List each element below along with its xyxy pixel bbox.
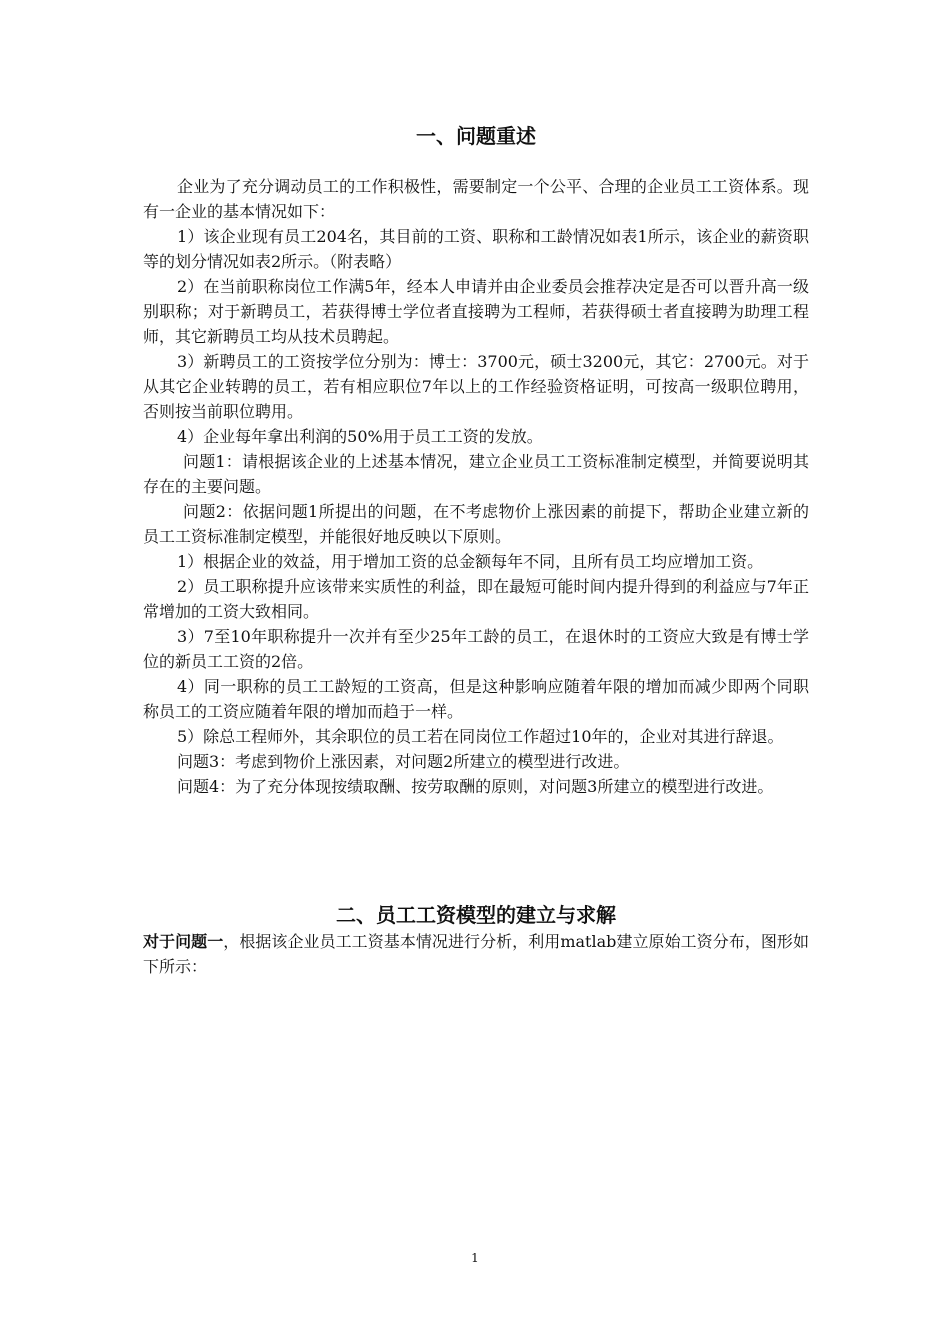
- page-content: [143, 120, 809, 979]
- paragraph-principle-5: 5）除总工程师外，其余职位的员工若在同岗位工作超过10年的，企业对其进行辞退。: [177, 727, 784, 746]
- paragraph-intro: 企业为了充分调动员工的工作积极性，需要制定一个公平、合理的企业员工工资体系。现有一企业的基本情况如下：: [143, 177, 809, 221]
- paragraph-model-intro: [143, 929, 809, 979]
- paragraph-condition-3: 3）新聘员工的工资按学位分别为：博士：3700元，硕士3200元，其它：2700元。对于从其它企业转聘的员工，若有相应职位7年以上的工作经验资格证明，可按高一级职位聘用，否则按当前职位聘用。: [143, 352, 809, 421]
- paragraph-question-2: 问题2：依据问题1所提出的问题，在不考虑物价上涨因素的前提下，帮助企业建立新的员工工资标准制定模型，并能很好地反映以下原则。: [143, 502, 809, 546]
- paragraph-principle-2: 2）员工职称提升应该带来实质性的利益，即在最短可能时间内提升得到的利益应与7年正常增加的工资大致相同。: [143, 577, 809, 621]
- model-intro-text: ，根据该企业员工工资基本情况进行分析，利用matlab建立原始工资分布，图形如下所示：: [143, 932, 809, 976]
- page-number: 1: [471, 1251, 479, 1265]
- section-title-model: 二、员工工资模型的建立与求解: [336, 903, 616, 927]
- question-1-lead: 对于问题一: [143, 932, 224, 951]
- paragraph-question-1: 问题1：请根据该企业的上述基本情况，建立企业员工工资标准制定模型，并简要说明其存在的主要问题。: [143, 452, 809, 496]
- paragraph-condition-2: 2）在当前职称岗位工作满5年，经本人申请并由企业委员会推荐决定是否可以晋升高一级别职称；对于新聘员工，若获得博士学位者直接聘为工程师，若获得硕士者直接聘为助理工程师，其它新聘员工均从技术员聘起。: [143, 277, 809, 346]
- paragraph-principle-4: 4）同一职称的员工工龄短的工资高，但是这种影响应随着年限的增加而减少即两个同职称员工的工资应随着年限的增加而趋于一样。: [143, 677, 809, 721]
- paragraph-question-3: 问题3：考虑到物价上涨因素，对问题2所建立的模型进行改进。: [177, 752, 630, 771]
- section-spacer: [143, 799, 809, 901]
- paragraph-question-4: 问题4：为了充分体现按绩取酬、按劳取酬的原则，对问题3所建立的模型进行改进。: [177, 777, 774, 796]
- paragraph-condition-1: 1）该企业现有员工204名，其目前的工资、职称和工龄情况如表1所示，该企业的薪资职等的划分情况如表2所示。（附表略）: [143, 227, 809, 271]
- paragraph-condition-4: 4）企业每年拿出利润的50%用于员工工资的发放。: [177, 427, 543, 446]
- paragraph-principle-3: 3）7至10年职称提升一次并有至少25年工龄的员工，在退休时的工资应大致是有博士学位的新员工工资的2倍。: [143, 627, 809, 671]
- section-title-problem-restatement: 一、问题重述: [416, 124, 536, 148]
- paragraph-principle-1: 1）根据企业的效益，用于增加工资的总金额每年不同，且所有员工均应增加工资。: [177, 552, 764, 571]
